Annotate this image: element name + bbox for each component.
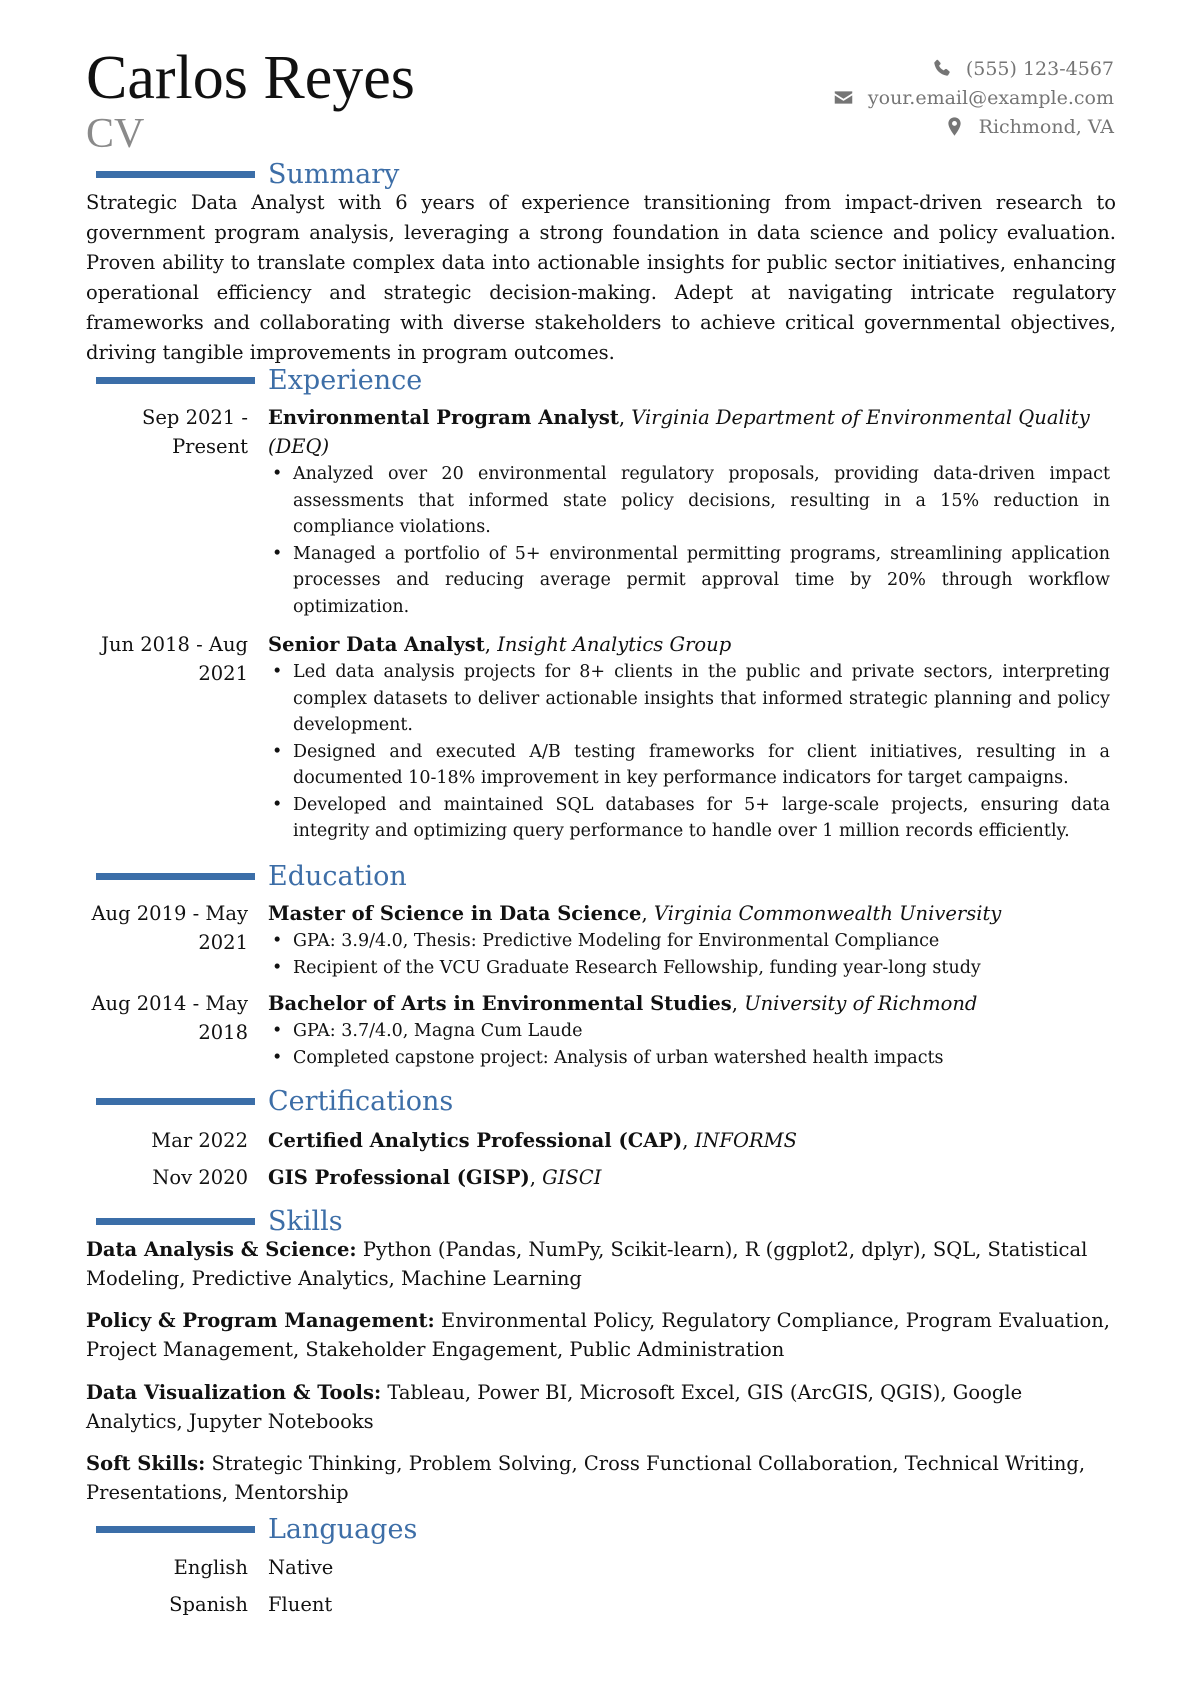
skill-items: Python (Pandas, NumPy, Scikit-learn), R (ggplot2, dplyr), SQL, Statistical Modeling, Predictive Analytics, Machine Learning [86,1238,1088,1290]
language-row [0,1590,1190,1620]
education-heading: Education [268,861,407,892]
entry-headline: Environmental Program Analyst, Virginia Department of Environmental Quality (DEQ) [268,406,1090,458]
list-item: • Led data analysis projects for 8+ clients in the public and private sectors, interpreting complex datasets to deliver actionable insights that informed strategic planning and policy development. [268,659,1110,739]
skill-group [86,1306,1116,1364]
employer: Insight Analytics Group [497,633,732,656]
skill-category: Policy & Program Management: [86,1309,435,1332]
contact-email[interactable] [694,83,1114,112]
job-title: Environmental Program Analyst [268,406,619,429]
skill-items: Strategic Thinking, Problem Solving, Cross Functional Collaboration, Technical Writing, Presentations, Mentorship [86,1452,1086,1504]
certifications-section-header [0,1085,1190,1119]
summary-text: Strategic Data Analyst with 6 years of experience transitioning from impact-driven research to government program analysis, leveraging a strong foundation in data science and policy evaluation. Proven ability to translate complex data into actionable insights for public sector initiatives, enhancing operational efficiency and strategic decision-making. Adept at navigating intricate regulatory frameworks and collaborating with diverse stakeholders to achieve critical governmental objectives, driving tangible improvements in program outcomes. [86,191,1116,364]
skill-category: Data Analysis & Science: [86,1238,357,1261]
entry-dates: Jun 2018 - Aug 2021 [101,633,248,685]
section-accent-bar [96,1218,255,1225]
experience-section-header [0,364,1190,398]
language-name: English [173,1556,248,1579]
entry-bullets [268,1018,1110,1071]
entry-dates: Nov 2020 [152,1166,248,1189]
skill-group [86,1235,1116,1293]
list-item: • GPA: 3.7/4.0, Magna Cum Laude [268,1018,1110,1045]
entry-headline: Certified Analytics Professional (CAP), INFORMS [268,1129,797,1152]
section-accent-bar [96,377,255,384]
contact-phone[interactable] [694,54,1114,83]
certification-name: Certified Analytics Professional (CAP) [268,1129,683,1152]
entry-dates: Aug 2014 - May 2018 [91,992,248,1044]
phone-icon [931,58,952,79]
contact-block [694,54,1114,141]
certification-issuer: GISCI [542,1166,602,1189]
entry-dates: Aug 2019 - May 2021 [91,902,248,954]
certifications-heading: Certifications [268,1086,454,1117]
list-item: • Completed capstone project: Analysis of urban watershed health impacts [268,1045,1110,1072]
skill-items: Environmental Policy, Regulatory Compliance, Program Evaluation, Project Management, Stakeholder Engagement, Public Administration [86,1309,1110,1361]
entry-content [268,1163,1110,1192]
skills-heading: Skills [268,1206,343,1237]
certification-issuer: INFORMS [694,1129,797,1152]
language-level: Native [268,1556,334,1579]
language-row [0,1553,1190,1583]
location-text: Richmond, VA [978,115,1114,138]
section-accent-bar [96,171,255,178]
map-pin-icon [944,116,965,137]
skills-section-header [0,1205,1190,1239]
skill-group [86,1378,1116,1436]
language-level: Fluent [268,1593,333,1616]
job-title: Senior Data Analyst [268,633,485,656]
languages-heading: Languages [268,1514,418,1545]
entry-headline: Master of Science in Data Science, Virginia Commonwealth University [268,902,1002,925]
list-item: • Recipient of the VCU Graduate Research Fellowship, funding year-long study [268,955,1110,982]
entry-bullets [268,928,1110,981]
summary-heading: Summary [268,159,400,190]
school: University of Richmond [744,992,978,1015]
entry-content [268,630,1110,845]
candidate-name: Carlos Reyes [86,44,415,112]
entry-content [268,403,1110,620]
employer: Virginia Department of Environmental Quality (DEQ) [268,406,1090,458]
entry-headline: Senior Data Analyst, Insight Analytics Group [268,633,732,656]
entry-content [268,989,1110,1071]
envelope-icon [833,87,854,108]
degree: Bachelor of Arts in Environmental Studies [268,992,732,1015]
experience-heading: Experience [268,365,423,396]
summary-section-header [0,158,1190,192]
entry-headline: Bachelor of Arts in Environmental Studies, University of Richmond [268,992,978,1015]
entry-dates: Sep 2021 - Present [142,406,248,458]
list-item: • GPA: 3.9/4.0, Thesis: Predictive Modeling for Environmental Compliance [268,928,1110,955]
school: Virginia Commonwealth University [653,902,1002,925]
entry-content [268,899,1110,981]
entry-bullets [268,659,1110,845]
certification-name: GIS Professional (GISP) [268,1166,530,1189]
list-item: • Developed and maintained SQL databases for 5+ large-scale projects, ensuring data integrity and optimizing query performance to handle over 1 million records efficiently. [268,792,1110,845]
section-accent-bar [96,1526,255,1533]
degree: Master of Science in Data Science [268,902,642,925]
phone-text: (555) 123-4567 [965,57,1114,80]
list-item: • Managed a portfolio of 5+ environmental permitting programs, streamlining application processes and reducing average permit approval time by 20% through workflow optimization. [268,541,1110,621]
contact-location [694,112,1114,141]
list-item: • Designed and executed A/B testing frameworks for client initiatives, resulting in a documented 10-18% improvement in key performance indicators for target campaigns. [268,739,1110,792]
email-text: your.email@example.com [867,86,1114,109]
education-section-header [0,860,1190,894]
languages-section-header [0,1513,1190,1547]
entry-bullets [268,461,1110,620]
section-accent-bar [96,873,255,880]
skill-category: Soft Skills: [86,1452,206,1475]
entry-headline: GIS Professional (GISP), GISCI [268,1166,602,1189]
section-accent-bar [96,1098,255,1105]
language-name: Spanish [169,1593,248,1616]
skill-group [86,1449,1116,1507]
document-subtitle: CV [86,111,145,157]
skill-items: Tableau, Power BI, Microsoft Excel, GIS (ArcGIS, QGIS), Google Analytics, Jupyter Notebooks [86,1381,1023,1433]
list-item: • Analyzed over 20 environmental regulatory proposals, providing data-driven impact assessments that informed state policy decisions, resulting in a 15% reduction in compliance violations. [268,461,1110,541]
entry-dates: Mar 2022 [151,1129,248,1152]
skill-category: Data Visualization & Tools: [86,1381,382,1404]
entry-content [268,1126,1110,1155]
